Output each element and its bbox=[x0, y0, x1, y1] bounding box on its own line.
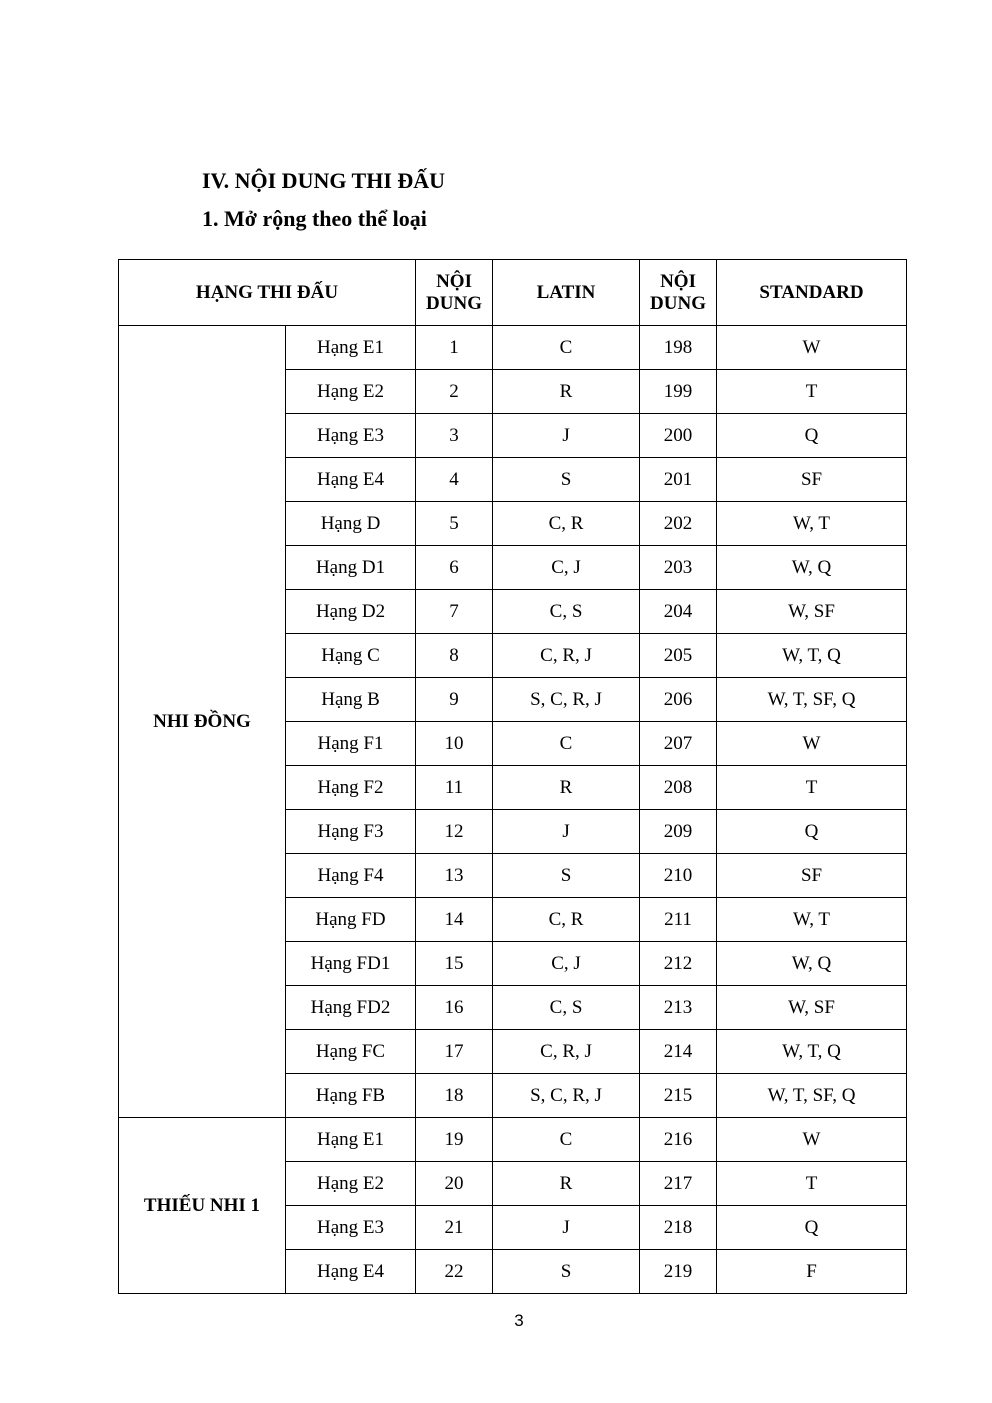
latin-cell: R bbox=[493, 370, 640, 414]
header-category: HẠNG THI ĐẤU bbox=[119, 260, 416, 326]
header-latin: LATIN bbox=[493, 260, 640, 326]
rank-cell: Hạng F4 bbox=[286, 854, 416, 898]
latin-no-cell: 21 bbox=[416, 1206, 493, 1250]
standard-cell: T bbox=[717, 766, 907, 810]
standard-no-cell: 215 bbox=[640, 1074, 717, 1118]
rank-cell: Hạng C bbox=[286, 634, 416, 678]
standard-cell: W, T, Q bbox=[717, 1030, 907, 1074]
rank-cell: Hạng D bbox=[286, 502, 416, 546]
latin-no-cell: 13 bbox=[416, 854, 493, 898]
standard-cell: W, T, SF, Q bbox=[717, 678, 907, 722]
rank-cell: Hạng E1 bbox=[286, 1118, 416, 1162]
standard-cell: W, Q bbox=[717, 546, 907, 590]
standard-no-cell: 218 bbox=[640, 1206, 717, 1250]
standard-cell: Q bbox=[717, 810, 907, 854]
standard-no-cell: 219 bbox=[640, 1250, 717, 1294]
standard-no-cell: 198 bbox=[640, 326, 717, 370]
standard-no-cell: 209 bbox=[640, 810, 717, 854]
standard-no-cell: 203 bbox=[640, 546, 717, 590]
standard-no-cell: 214 bbox=[640, 1030, 717, 1074]
latin-cell: S, C, R, J bbox=[493, 678, 640, 722]
latin-cell: C, J bbox=[493, 546, 640, 590]
latin-cell: R bbox=[493, 1162, 640, 1206]
latin-cell: S bbox=[493, 1250, 640, 1294]
standard-no-cell: 211 bbox=[640, 898, 717, 942]
rank-cell: Hạng E1 bbox=[286, 326, 416, 370]
standard-no-cell: 199 bbox=[640, 370, 717, 414]
rank-cell: Hạng FC bbox=[286, 1030, 416, 1074]
standard-cell: SF bbox=[717, 854, 907, 898]
standard-cell: Q bbox=[717, 1206, 907, 1250]
latin-no-cell: 5 bbox=[416, 502, 493, 546]
latin-cell: C, R bbox=[493, 502, 640, 546]
table-row bbox=[119, 1118, 907, 1162]
latin-no-cell: 9 bbox=[416, 678, 493, 722]
standard-no-cell: 216 bbox=[640, 1118, 717, 1162]
standard-no-cell: 217 bbox=[640, 1162, 717, 1206]
standard-cell: W bbox=[717, 326, 907, 370]
latin-no-cell: 8 bbox=[416, 634, 493, 678]
latin-cell: C, R bbox=[493, 898, 640, 942]
latin-cell: C bbox=[493, 1118, 640, 1162]
standard-cell: W bbox=[717, 1118, 907, 1162]
table-body bbox=[119, 326, 907, 1294]
standard-no-cell: 204 bbox=[640, 590, 717, 634]
rank-cell: Hạng E2 bbox=[286, 1162, 416, 1206]
header-latin-no: NỘI DUNG bbox=[416, 260, 493, 326]
rank-cell: Hạng E3 bbox=[286, 414, 416, 458]
latin-no-cell: 16 bbox=[416, 986, 493, 1030]
rank-cell: Hạng E2 bbox=[286, 370, 416, 414]
latin-no-cell: 20 bbox=[416, 1162, 493, 1206]
standard-cell: W, Q bbox=[717, 942, 907, 986]
latin-cell: J bbox=[493, 1206, 640, 1250]
latin-cell: C, R, J bbox=[493, 634, 640, 678]
rank-cell: Hạng FD bbox=[286, 898, 416, 942]
rank-cell: Hạng FD1 bbox=[286, 942, 416, 986]
standard-no-cell: 206 bbox=[640, 678, 717, 722]
standard-cell: W, SF bbox=[717, 986, 907, 1030]
rank-cell: Hạng F2 bbox=[286, 766, 416, 810]
standard-cell: F bbox=[717, 1250, 907, 1294]
latin-no-cell: 3 bbox=[416, 414, 493, 458]
latin-no-cell: 19 bbox=[416, 1118, 493, 1162]
standard-no-cell: 207 bbox=[640, 722, 717, 766]
standard-cell: T bbox=[717, 370, 907, 414]
latin-cell: C bbox=[493, 722, 640, 766]
standard-cell: Q bbox=[717, 414, 907, 458]
header-standard: STANDARD bbox=[717, 260, 907, 326]
latin-cell: S, C, R, J bbox=[493, 1074, 640, 1118]
rank-cell: Hạng FB bbox=[286, 1074, 416, 1118]
rank-cell: Hạng D2 bbox=[286, 590, 416, 634]
group-label: NHI ĐỒNG bbox=[119, 326, 286, 1118]
subsection-title: 1. Mở rộng theo thể loại bbox=[202, 206, 427, 231]
standard-no-cell: 212 bbox=[640, 942, 717, 986]
standard-cell: W bbox=[717, 722, 907, 766]
section-title: IV. NỘI DUNG THI ĐẤU bbox=[202, 168, 446, 193]
latin-no-cell: 6 bbox=[416, 546, 493, 590]
standard-cell: W, SF bbox=[717, 590, 907, 634]
latin-no-cell: 15 bbox=[416, 942, 493, 986]
rank-cell: Hạng E3 bbox=[286, 1206, 416, 1250]
latin-cell: J bbox=[493, 414, 640, 458]
rank-cell: Hạng E4 bbox=[286, 1250, 416, 1294]
rank-cell: Hạng D1 bbox=[286, 546, 416, 590]
standard-cell: W, T bbox=[717, 502, 907, 546]
standard-cell: W, T, Q bbox=[717, 634, 907, 678]
standard-no-cell: 208 bbox=[640, 766, 717, 810]
latin-no-cell: 11 bbox=[416, 766, 493, 810]
standard-cell: W, T, SF, Q bbox=[717, 1074, 907, 1118]
latin-no-cell: 12 bbox=[416, 810, 493, 854]
latin-no-cell: 18 bbox=[416, 1074, 493, 1118]
standard-cell: SF bbox=[717, 458, 907, 502]
header-standard-no: NỘI DUNG bbox=[640, 260, 717, 326]
standard-cell: T bbox=[717, 1162, 907, 1206]
standard-cell: W, T bbox=[717, 898, 907, 942]
latin-cell: C bbox=[493, 326, 640, 370]
table-row bbox=[119, 326, 907, 370]
standard-no-cell: 205 bbox=[640, 634, 717, 678]
latin-cell: S bbox=[493, 854, 640, 898]
rank-cell: Hạng FD2 bbox=[286, 986, 416, 1030]
standard-no-cell: 200 bbox=[640, 414, 717, 458]
latin-no-cell: 14 bbox=[416, 898, 493, 942]
page-number: 3 bbox=[514, 1311, 524, 1330]
latin-cell: C, J bbox=[493, 942, 640, 986]
standard-no-cell: 201 bbox=[640, 458, 717, 502]
latin-cell: R bbox=[493, 766, 640, 810]
group-label: THIẾU NHI 1 bbox=[119, 1118, 286, 1294]
rank-cell: Hạng F1 bbox=[286, 722, 416, 766]
table-header-row bbox=[119, 260, 907, 326]
latin-cell: C, S bbox=[493, 590, 640, 634]
latin-no-cell: 7 bbox=[416, 590, 493, 634]
rank-cell: Hạng F3 bbox=[286, 810, 416, 854]
standard-no-cell: 202 bbox=[640, 502, 717, 546]
latin-cell: S bbox=[493, 458, 640, 502]
competition-table bbox=[118, 259, 907, 1294]
latin-no-cell: 10 bbox=[416, 722, 493, 766]
latin-no-cell: 17 bbox=[416, 1030, 493, 1074]
latin-no-cell: 1 bbox=[416, 326, 493, 370]
latin-cell: J bbox=[493, 810, 640, 854]
latin-no-cell: 2 bbox=[416, 370, 493, 414]
latin-no-cell: 4 bbox=[416, 458, 493, 502]
latin-cell: C, S bbox=[493, 986, 640, 1030]
latin-no-cell: 22 bbox=[416, 1250, 493, 1294]
standard-no-cell: 210 bbox=[640, 854, 717, 898]
standard-no-cell: 213 bbox=[640, 986, 717, 1030]
rank-cell: Hạng B bbox=[286, 678, 416, 722]
rank-cell: Hạng E4 bbox=[286, 458, 416, 502]
latin-cell: C, R, J bbox=[493, 1030, 640, 1074]
